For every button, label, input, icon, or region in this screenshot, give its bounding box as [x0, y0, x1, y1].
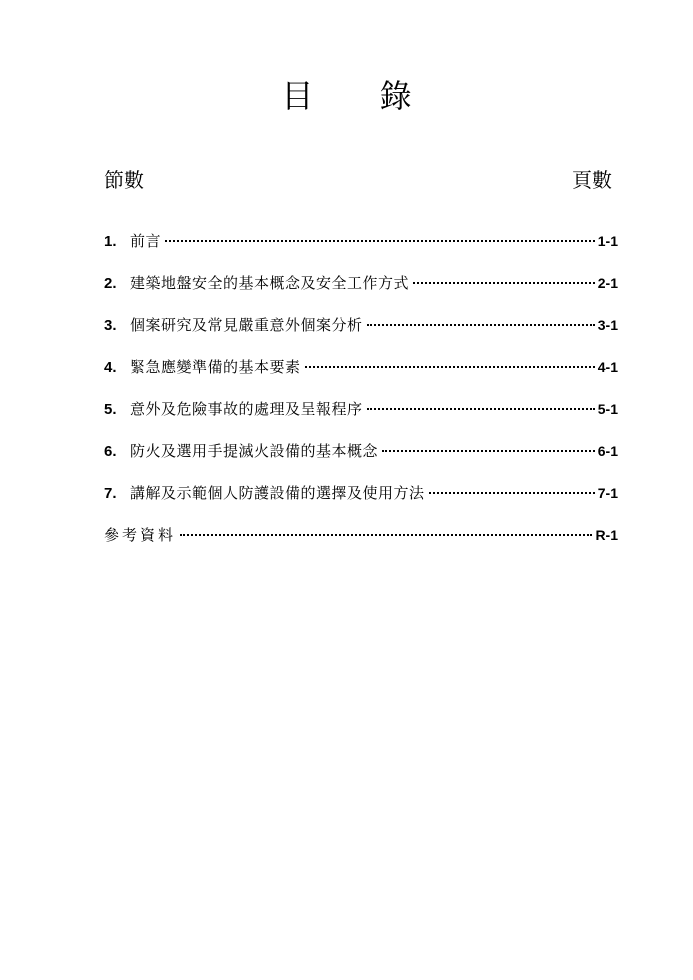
toc-entry-2[interactable]	[104, 270, 618, 312]
dot-leader	[305, 366, 595, 368]
dot-leader	[180, 534, 592, 536]
dot-leader	[382, 450, 595, 452]
entry-number: 5.	[104, 401, 117, 418]
entry-title: 前言	[130, 232, 162, 250]
entry-title: 意外及危險事故的處理及呈報程序	[130, 400, 363, 418]
column-headers	[104, 166, 612, 194]
entry-page: 5-1	[597, 401, 618, 417]
entry-number: 1.	[104, 233, 117, 250]
entry-number: 4.	[104, 359, 117, 376]
toc-entry-5[interactable]	[104, 396, 618, 438]
page-title: 目 錄	[281, 77, 440, 115]
entry-number: 2.	[104, 275, 117, 292]
dot-leader	[413, 282, 595, 284]
entry-title: 參考資料	[104, 526, 177, 544]
entry-title: 建築地盤安全的基本概念及安全工作方式	[130, 274, 410, 292]
page-column-header: 頁數	[572, 168, 612, 192]
entry-number: 3.	[104, 317, 117, 334]
entry-page: 1-1	[597, 233, 618, 249]
entry-page: 3-1	[597, 317, 618, 333]
toc-entry-3[interactable]	[104, 312, 618, 354]
dot-leader	[165, 240, 595, 242]
section-column-header: 節數	[104, 168, 144, 192]
dot-leader	[367, 324, 595, 326]
entry-page: 2-1	[597, 275, 618, 291]
toc-entry-4[interactable]	[104, 354, 618, 396]
entry-number: 6.	[104, 443, 117, 460]
entry-title: 個案研究及常見嚴重意外個案分析	[130, 316, 363, 334]
toc-entry-6[interactable]	[104, 438, 618, 480]
entry-page: 4-1	[597, 359, 618, 375]
entry-page: 7-1	[597, 485, 618, 501]
entry-title: 講解及示範個人防護設備的選擇及使用方法	[130, 484, 425, 502]
toc-entry-references[interactable]	[104, 522, 618, 564]
entry-title: 緊急應變準備的基本要素	[130, 358, 301, 376]
entry-title: 防火及選用手提滅火設備的基本概念	[130, 442, 379, 460]
toc-entry-7[interactable]	[104, 480, 618, 522]
toc-entry-1[interactable]	[104, 228, 618, 270]
entry-number: 7.	[104, 485, 117, 502]
entry-page: R-1	[595, 527, 618, 543]
entry-page: 6-1	[597, 443, 618, 459]
dot-leader	[429, 492, 595, 494]
dot-leader	[367, 408, 595, 410]
table-of-contents	[104, 228, 618, 564]
